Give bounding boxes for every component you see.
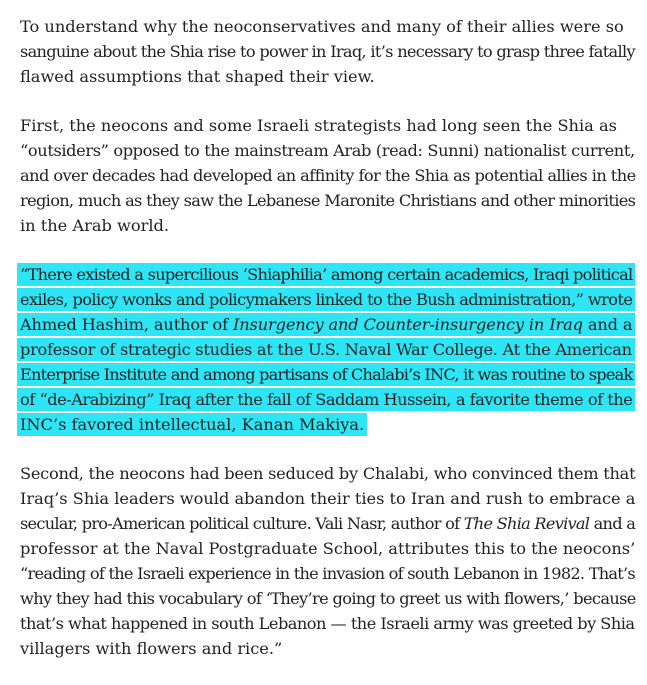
text-line	[20, 511, 636, 536]
paragraph-second-assumption	[20, 461, 636, 661]
text-line: To understand why the neoconservatives and many of their allies were so	[20, 17, 624, 36]
book-title: The Shia Revival	[463, 514, 590, 533]
text-segment: and a	[589, 514, 636, 533]
highlight-text: of “de-Arabizing” Iraq after the fall of Saddam Hussein, a favorite theme of the	[17, 388, 635, 411]
text-line: and over decades had developed an affinity for the Shia as potential allies in the	[20, 166, 636, 185]
text-line: that’s what happened in south Lebanon — the Israeli army was greeted by Shia	[20, 614, 635, 633]
text-segment: Ahmed Hashim, author of	[20, 315, 234, 334]
highlighted-line	[20, 362, 632, 387]
highlighted-quote-paragraph[interactable]	[20, 262, 632, 437]
text-line: villagers with flowers and rice.”	[20, 639, 283, 658]
highlighted-line	[20, 412, 632, 437]
highlighted-line	[20, 387, 632, 412]
highlight-text: professor of strategic studies at the U.S. Naval War College. At the American	[17, 338, 635, 361]
highlighted-line	[20, 312, 632, 337]
text-segment: secular, pro-American political culture. Vali Nasr, author of	[20, 514, 464, 533]
text-line: region, much as they saw the Lebanese Maronite Christians and other minorities	[20, 191, 636, 210]
text-line: “reading of the Israeli experience in the invasion of south Lebanon in 1982. That’s	[20, 564, 635, 583]
text-line: Second, the neocons had been seduced by Chalabi, who convinced them that	[20, 464, 636, 483]
text-line: sanguine about the Shia rise to power in Iraq, it’s necessary to grasp three fatally	[20, 42, 635, 61]
text-line: “outsiders” opposed to the mainstream Arab (read: Sunni) nationalist current,	[20, 141, 635, 160]
highlight-text: INC’s favored intellectual, Kanan Makiya.	[17, 413, 367, 436]
highlighted-line	[20, 287, 632, 312]
highlight-text: “There existed a supercilious ‘Shiaphilia’ among certain academics, Iraqi political	[17, 263, 635, 286]
highlighted-line	[20, 337, 632, 362]
text-line: professor at the Naval Postgraduate School, attributes this to the neocons’	[20, 539, 636, 558]
paragraph-first-assumption	[20, 113, 636, 238]
text-line: why they had this vocabulary of ‘They’re going to greet us with flowers,’ because	[20, 589, 636, 608]
book-title: Insurgency and Counter-insurgency in Iraq	[233, 315, 583, 334]
text-line: Iraq’s Shia leaders would abandon their ties to Iran and rush to embrace a	[20, 489, 636, 508]
text-line: in the Arab world.	[20, 216, 170, 235]
article-body	[20, 14, 636, 685]
highlighted-line	[20, 262, 632, 287]
highlight-text	[17, 313, 635, 336]
text-line: First, the neocons and some Israeli strategists had long seen the Shia as	[20, 116, 617, 135]
highlight-text: exiles, policy wonks and policymakers linked to the Bush administration,” wrote	[17, 288, 635, 311]
text-line: flawed assumptions that shaped their view.	[20, 67, 375, 86]
highlight-text: Enterprise Institute and among partisans of Chalabi’s INC, it was routine to speak	[17, 363, 635, 386]
text-segment: and a	[582, 315, 633, 334]
paragraph-intro	[20, 14, 635, 89]
